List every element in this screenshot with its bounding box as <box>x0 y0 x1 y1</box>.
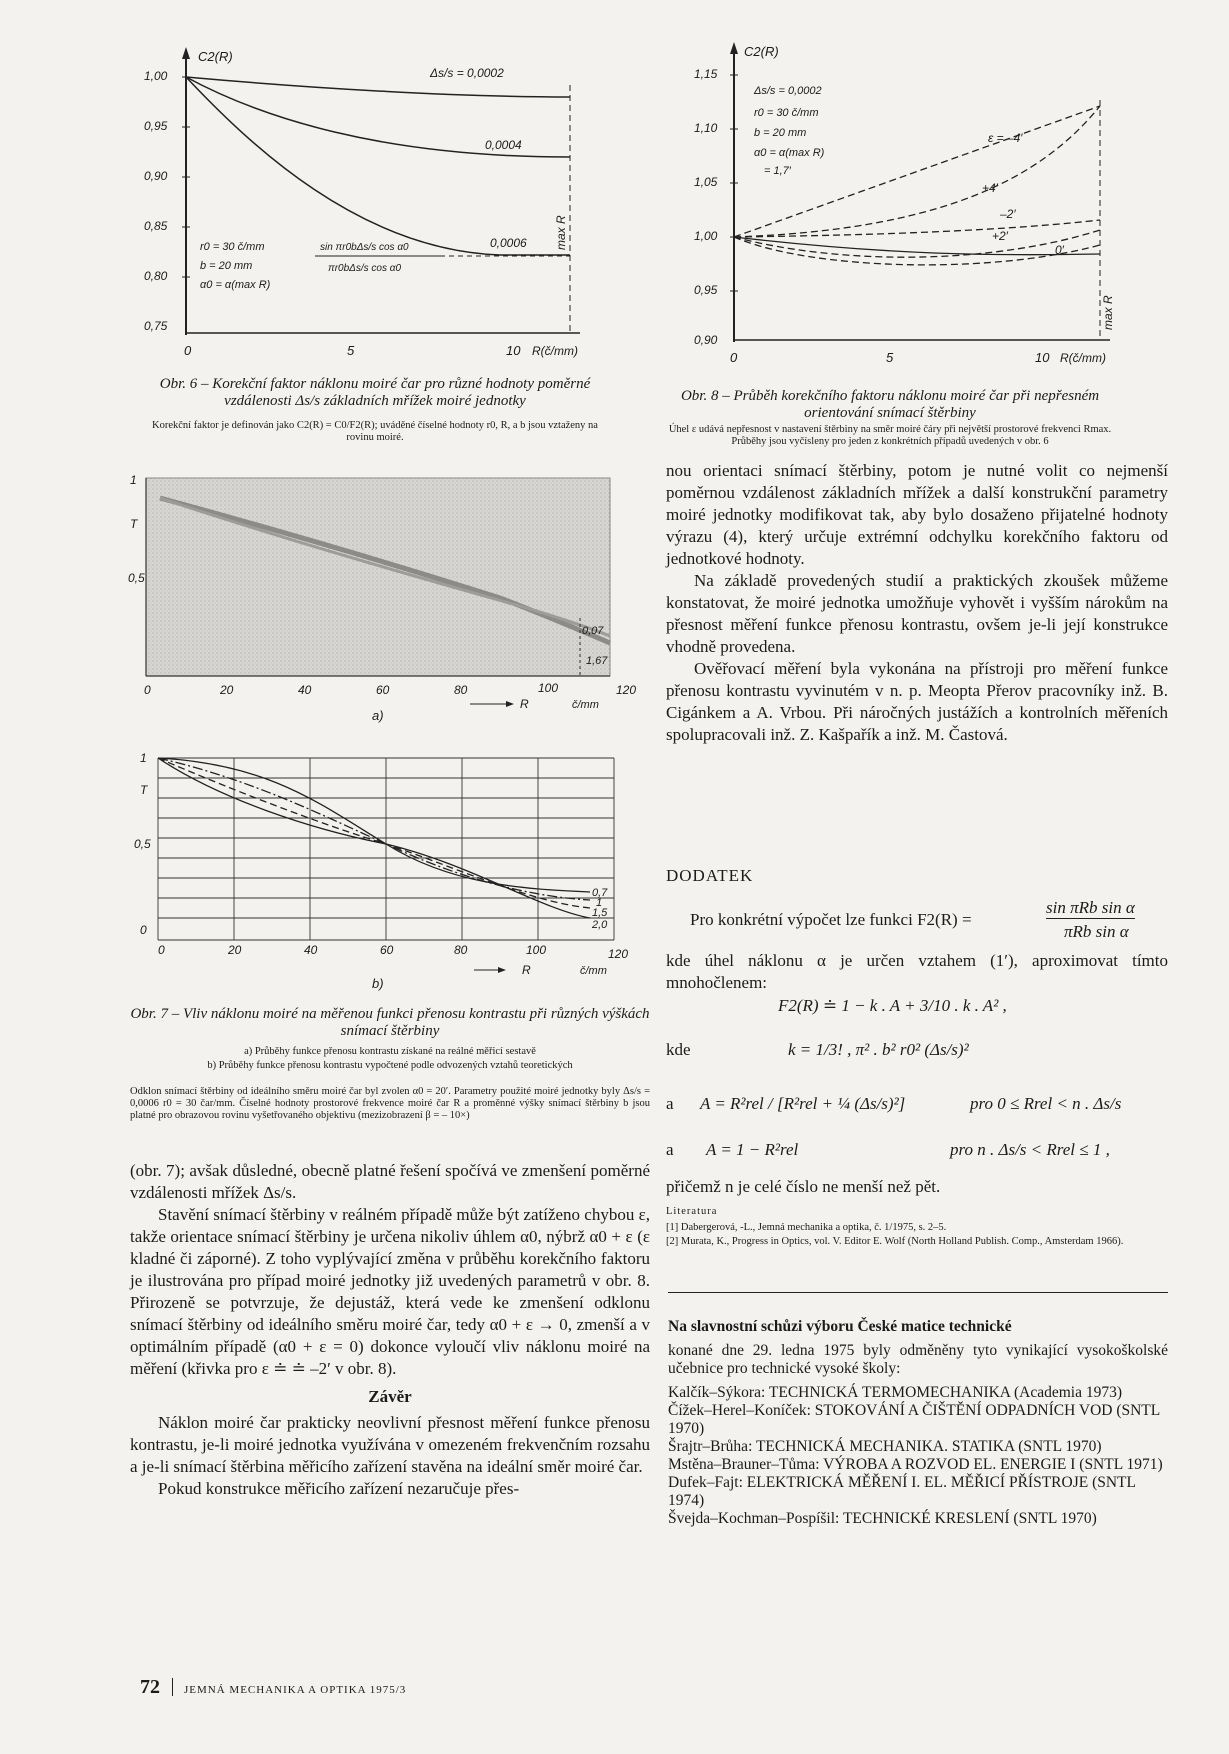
left-paragraph: Náklon moiré čar prakticky neovlivní přesnost měření funkce přenosu kontrastu, je-li moiré jednotka využívána v omezeném frekvenčním rozsahu a je-li snímací štěrbina měřicího zařízení stavěna na ideální směr moiré čar. <box>130 1413 650 1476</box>
fig6-param: b = 20 mm <box>200 260 253 272</box>
right-paragraph: nou orientaci snímací štěrbiny, potom je nutné volit co nejmenší poměrnou vzdálenost základních mřížek a další konstrukční parametry moiré jednotky modifikovat tak, aby bylo dosaženo přijatelné hodnoty výrazu (4), který určuje extrémní odchylku korekčního faktoru od jednotkové hodnoty. <box>666 461 1168 568</box>
literature-heading: Literatura <box>666 1206 718 1217</box>
fig8-ytick: 0,95 <box>694 283 718 297</box>
fig6-caption: Obr. 6 – Korekční faktor náklonu moiré čar pro různé hodnoty poměrné vzdálenosti Δs/s základních mřížek moiré jednotky <box>159 376 591 409</box>
divider <box>668 1292 1168 1293</box>
equation-f2: F2(R) ≐ 1 − k . A + 3/10 . k . A² , <box>778 996 1007 1015</box>
dodatek-fraction-num: sin πRb sin α <box>1046 898 1135 917</box>
fig7-note-b: b) Průběhy funkce přenosu kontrastu vypočtené podle odvozených vztahů teoretických <box>207 1060 573 1071</box>
fig7b-xtick: 100 <box>526 943 547 957</box>
fig6-label: 0,0004 <box>485 138 522 152</box>
fig7b-xtick: 20 <box>228 943 242 957</box>
equation-A1-cond: pro 0 ≤ Rrel < n . Δs/s <box>970 1094 1122 1113</box>
fig7a-label: 0,07 <box>582 625 604 637</box>
fig8-curve-p2b <box>734 237 1100 265</box>
fig7a-xtick: 40 <box>298 683 312 697</box>
fig8-ytick: 1,15 <box>694 67 718 81</box>
fig8-ytick: 1,00 <box>694 229 718 243</box>
fig7a-label: 1,67 <box>586 655 608 667</box>
fig8-xtick: 10 <box>1035 350 1050 365</box>
fig8-param: r0 = 30 č/mm <box>754 107 819 119</box>
fig7b-label: 1,5 <box>592 907 608 919</box>
section-heading-dodatek: DODATEK <box>666 866 754 885</box>
fig8-param: α0 = α(max R) <box>754 147 825 159</box>
fig7b-xtick: 40 <box>304 943 318 957</box>
fig7b-xtick: 120 <box>608 947 629 961</box>
fig7b-xtick: 0 <box>158 943 165 957</box>
award-item: Kalčík–Sýkora: TECHNICKÁ TERMOMECHANIKA (Academia 1973) <box>668 1384 1123 1401</box>
fig6-formula-num: sin πr0bΔs/s cos α0 <box>320 242 409 253</box>
fig7a-xtick: 120 <box>616 683 637 697</box>
fig7b-xtick: 60 <box>380 943 394 957</box>
fig7a-sub: a) <box>372 708 384 723</box>
fig7a-xtick: 20 <box>220 683 234 697</box>
fig8-param: b = 20 mm <box>754 127 807 139</box>
fig6-ytick: 0,90 <box>144 169 168 183</box>
equation-k: k = 1/3! , π² . b² r0² (Δs/s)² <box>788 1040 969 1059</box>
fig6-note: Korekční faktor je definován jako C2(R) = C0/F2(R); uváděné číselné hodnoty r0, R, a b jsou vztaženy na rovinu moiré. <box>152 420 598 443</box>
fig6-formula-den: πr0bΔs/s cos α0 <box>328 263 402 274</box>
fig7b-xunit: R <box>522 963 531 977</box>
award-item: Čížek–Herel–Koníček: STOKOVÁNÍ A ČIŠTĚNÍ ODPADNÍCH VOD (SNTL 1970) <box>668 1402 1160 1437</box>
footer <box>140 1676 406 1699</box>
awards-intro: konané dne 29. ledna 1975 byly odměněny tyto vynikající vysokoškolské učebnice pro technické vysoké školy: <box>668 1342 1168 1377</box>
page-number: 72 <box>140 1676 160 1698</box>
fig8-curve-label: –2′ <box>1000 207 1016 221</box>
fig7a-xtick: 100 <box>538 681 559 695</box>
left-paragraph: (obr. 7); avšak důsledné, obecně platné řešení spočívá ve zmenšení poměrné vzdálenosti mřížek Δs/s. <box>130 1161 650 1202</box>
fig8-curve-label: 0′ <box>1055 243 1064 257</box>
fig7b-curve-15 <box>158 758 590 908</box>
fig7a-xtick: 80 <box>454 683 468 697</box>
fig6-xunit: R(č/mm) <box>532 344 578 358</box>
award-item: Dufek–Fajt: ELEKTRICKÁ MĚŘENÍ I. EL. MĚŘICÍ PŘÍSTROJE (SNTL 1974) <box>668 1474 1136 1509</box>
figure-7a <box>120 468 640 728</box>
fig7b-xunit2: č/mm <box>580 965 607 977</box>
figure-8 <box>690 40 1130 370</box>
fig7-caption: Obr. 7 – Vliv náklonu moiré na měřenou funkci přenosu kontrastu při různých výškách snímací štěrbiny <box>130 1006 650 1039</box>
fig8-xtick: 0 <box>730 350 738 365</box>
fig7b-label: 2,0 <box>592 919 608 931</box>
right-paragraph: Ověřovací měření byla vykonána na přístroji pro měření funkce přenosu kontrastu vyvinutém v n. p. Meopta Přerov pracovníky inž. B. Cigánkem a A. Vrbou. Při náročných justážích a kontrolních měřeních spolupracovali inž. Z. Kašpařík a inž. M. Častová. <box>666 659 1168 744</box>
fig7a-xtick: 0 <box>144 683 151 697</box>
fig8-xunit: R(č/mm) <box>1060 351 1106 365</box>
dodatek-fraction-den: πRb sin α <box>1064 922 1129 941</box>
award-item: Šrajtr–Brůha: TECHNICKÁ MECHANIKA. STATIKA (SNTL 1970) <box>668 1438 1102 1455</box>
fig7a-ytick: 1 <box>130 473 137 487</box>
equation-a-label-2: a <box>666 1140 674 1159</box>
figure-7b <box>120 744 640 994</box>
fig7a-ytick: 0,5 <box>128 571 145 585</box>
literature-item: [2] Murata, K., Progress in Optics, vol. V. Editor E. Wolf (North Holland Publish. Comp., Amsterdam 1966). <box>666 1236 1124 1247</box>
fig8-curve-m2 <box>734 220 1100 237</box>
fig8-curve-label: ε = –4′ <box>988 131 1023 145</box>
fig6-yticks <box>144 69 168 333</box>
fig8-param: = 1,7′ <box>764 165 791 177</box>
fig8-curve-label: +2′ <box>992 229 1008 243</box>
dodatek-text-3: přičemž n je celé číslo ne menší než pět. <box>666 1177 941 1196</box>
fig8-ytick: 1,05 <box>694 175 718 189</box>
fig6-param: r0 = 30 č/mm <box>200 241 265 253</box>
fig7b-xtick: 80 <box>454 943 468 957</box>
fig8-maxR: max R <box>1101 295 1115 330</box>
fig7b-curve-1 <box>158 758 590 900</box>
fig8-note: Úhel ε udává nepřesnost v nastavení štěrbiny na směr moiré čáry při největší prostorové frekvenci Rmax. Průběhy jsou vyčísleny pro jeden z konkrétních případů uvedených v obr. 6 <box>668 424 1112 447</box>
fig6-ytick: 0,95 <box>144 119 168 133</box>
fig7a-xunit2: č/mm <box>572 699 599 711</box>
left-column-text <box>130 1160 650 1500</box>
fig6-ytick: 0,75 <box>144 319 168 333</box>
fig7b-sub: b) <box>372 976 384 991</box>
fig8-param: Δs/s = 0,0002 <box>754 85 822 97</box>
fig6-yaxis: C2(R) <box>198 49 233 64</box>
fig8-curve-0 <box>734 237 1100 255</box>
fig7b-ytick: 1 <box>140 751 147 765</box>
fig8-curve-label: +4′ <box>982 181 998 195</box>
fig8-yaxis: C2(R) <box>744 44 779 59</box>
fig6-xtick: 10 <box>506 343 521 358</box>
fig6-ytick: 1,00 <box>144 69 168 83</box>
fig7b-ytick: 0,5 <box>134 837 151 851</box>
fig7a-ytick: T <box>130 517 138 531</box>
fig7-note-c: Odklon snímací štěrbiny od ideálního směru moiré čar byl zvolen α0 = 20′. Parametry použité moiré jednotky byly Δs/s = 0,0006 r0 = 30 čar/mm. Číselné hodnoty prostorové frekvence moiré čar R a proměnné výšky snímací štěrbiny b jsou platné pro obrazovou rovinu vyšetřovaného objektivu (mezizobrazení β = – 10×) <box>130 1086 650 1121</box>
fig7b-ytick: T <box>140 783 148 797</box>
fig7b-label: 1 <box>596 897 603 909</box>
fig6-param: α0 = α(max R) <box>200 279 271 291</box>
fig6-ytick: 0,80 <box>144 269 168 283</box>
fig6-ytick: 0,85 <box>144 219 168 233</box>
award-item: Mstěna–Brauner–Tůma: VÝROBA A ROZVOD EL. ENERGIE I (SNTL 1971) <box>668 1456 1163 1473</box>
fig8-caption: Obr. 8 – Průběh korekčního faktoru náklonu moiré čar při nepřesném orientování snímací štěrbiny <box>680 388 1100 421</box>
fig7b-ytick: 0 <box>140 923 147 937</box>
fig8-ytick: 1,10 <box>694 121 718 135</box>
left-paragraph: Pokud konstrukce měřicího zařízení nezaručuje přes- <box>158 1479 520 1498</box>
fig8-xtick: 5 <box>886 350 894 365</box>
fig6-label: Δs/s = 0,0002 <box>430 66 504 80</box>
equation-A2: A = 1 − R²rel <box>706 1140 799 1159</box>
figure-6 <box>140 45 610 375</box>
awards-box <box>668 1318 1168 1528</box>
fig6-label: 0,0006 <box>490 236 527 250</box>
journal-name: JEMNÁ MECHANIKA A OPTIKA 1975/3 <box>184 1684 407 1696</box>
footer-sep <box>172 1678 173 1696</box>
fig6-curve-0002 <box>186 77 570 97</box>
equation-a-label: a <box>666 1094 674 1113</box>
awards-heading: Na slavnostní schůzi výboru České matice technické <box>668 1318 1012 1335</box>
left-paragraph: Stavění snímací štěrbiny v reálném případě může být zatíženo chybou ε, takže orientace snímací štěrbiny je určena nikoliv úhlem α0, nýbrž α0 + ε (ε kladné či záporné). Z toho vyplývající změna v průběhu korekčního faktoru je ilustrována pro případ moiré jednotky již uvedených parametrů v obr. 8. Přirozeně se potvrzuje, že dejustáž, která vede ke zmenšení odklonu snímací štěrbiny od ideálního směru moiré čar, tedy α0 + ε → 0, zmenší a v optimálním případě (α0 + ε = 0) dokonce vyloučí vliv náklonu moiré na měření (křivka pro ε ≐ ≐ –2′ v obr. 8). <box>130 1205 650 1378</box>
fig7b-label: 0,7 <box>592 887 608 899</box>
equation-kde: kde <box>666 1040 691 1059</box>
fig7a-xtick: 60 <box>376 683 390 697</box>
fig8-ytick: 0,90 <box>694 333 718 347</box>
fig6-xtick: 0 <box>184 343 192 358</box>
fig6-xtick: 5 <box>347 343 355 358</box>
dodatek-text-2: kde úhel náklonu α je určen vztahem (1′), aproximovat tímto mnohočlenem: <box>666 951 1168 992</box>
dodatek-text: Pro konkrétní výpočet lze funkci F2(R) = <box>690 910 972 929</box>
award-item: Švejda–Kochman–Pospíšil: TECHNICKÉ KRESLENÍ (SNTL 1970) <box>668 1510 1097 1527</box>
right-paragraph: Na základě provedených studií a praktických zkoušek můžeme konstatovat, že moiré jednotka umožňuje vyhovět i vyšším nárokům na přesnost měření funkce přenosu kontrastu, ovšem je-li její konstrukce vhodně provedena. <box>666 571 1168 656</box>
equation-A2-cond: pro n . Δs/s < Rrel ≤ 1 , <box>950 1140 1110 1159</box>
fig7a-xunit: R <box>520 697 529 711</box>
equation-A1: A = R²rel / [R²rel + ¼ (Δs/s)²] <box>700 1094 906 1113</box>
fig7-note-a: a) Průběhy funkce přenosu kontrastu získané na reálné měřicí sestavě <box>244 1046 536 1057</box>
fig6-maxR: max R <box>554 215 568 250</box>
literature-item: [1] Dabergerová, -L., Jemná mechanika a optika, č. 1/1975, s. 2–5. <box>666 1222 947 1233</box>
section-heading-zaver: Závěr <box>368 1387 412 1406</box>
right-column-text <box>666 460 1168 746</box>
